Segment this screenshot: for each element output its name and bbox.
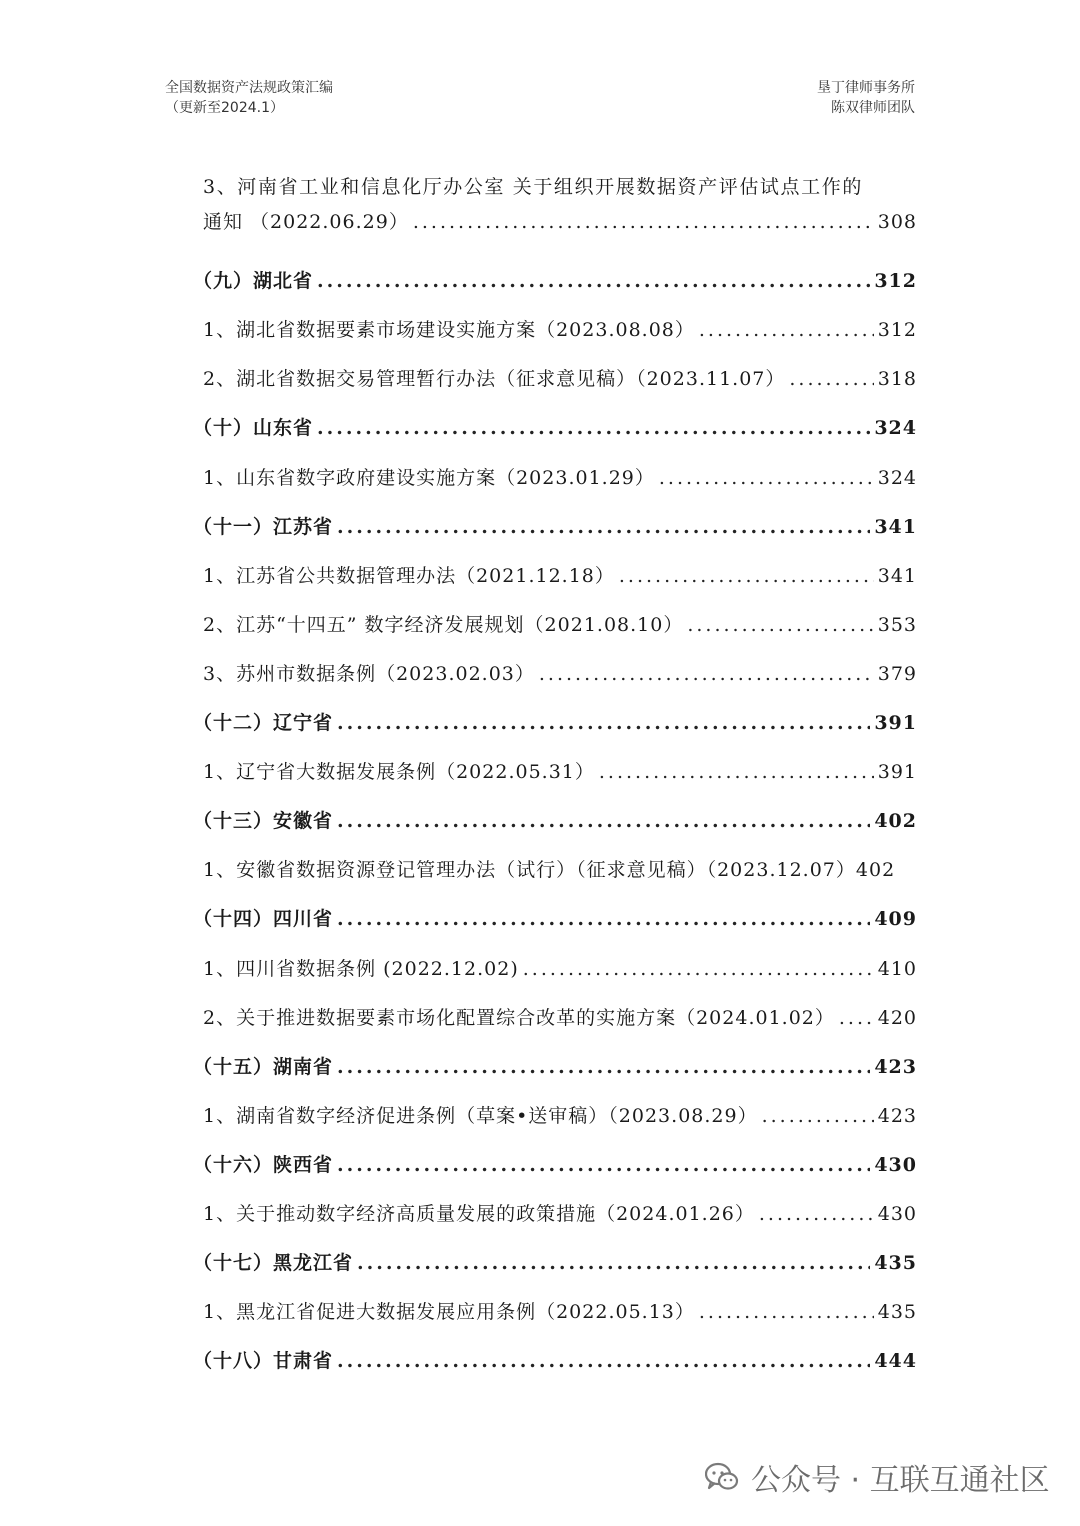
- toc-section-title: （十七）黑龙江省: [193, 1252, 354, 1275]
- toc-entry-title: 2、湖北省数据交易管理暂行办法（征求意见稿）（2023.11.07）: [203, 368, 786, 391]
- toc-entry-row[interactable]: [193, 610, 917, 659]
- toc-entry-title: 2、江苏“十四五” 数字经济发展规划（2021.08.10）: [203, 613, 684, 636]
- toc-entry-title: 1、湖南省数字经济促进条例（草案•送审稿）（2023.08.29）: [203, 1104, 758, 1127]
- document-title: 全国数据资产法规政策汇编: [165, 80, 333, 96]
- toc-page-number: 379: [877, 662, 917, 685]
- toc-section-row[interactable]: [193, 266, 917, 315]
- toc-section-row[interactable]: [193, 1052, 917, 1101]
- toc-entry-title: 3、苏州市数据条例（2023.02.03）: [203, 662, 535, 685]
- wechat-icon: [705, 1462, 739, 1492]
- toc-page-number: 318: [877, 368, 917, 391]
- dot-leader: [337, 516, 870, 538]
- law-firm-name: 垦丁律师事务所: [817, 80, 915, 96]
- toc-entry-title: 1、关于推动数字经济高质量发展的政策措施（2024.01.26）: [203, 1202, 755, 1225]
- toc-page-number: 423: [874, 1055, 917, 1078]
- dot-leader: [687, 614, 873, 636]
- toc-page-number: 402: [874, 810, 917, 833]
- dot-leader: [539, 663, 874, 685]
- toc-page-number: 324: [874, 417, 917, 440]
- dot-leader: [357, 1252, 870, 1274]
- dot-leader: [317, 417, 870, 439]
- toc-page-number: 435: [874, 1252, 917, 1275]
- toc-section-row[interactable]: [193, 512, 917, 561]
- header-right: [817, 78, 915, 118]
- toc-entry-title: 1、黑龙江省促进大数据发展应用条例（2022.05.13）: [203, 1301, 695, 1324]
- toc-page-number: 430: [874, 1153, 917, 1176]
- dot-leader: [413, 211, 874, 233]
- toc-section-row[interactable]: [193, 1346, 917, 1395]
- dot-leader: [317, 270, 870, 292]
- toc-section-title: （十一）江苏省: [193, 515, 334, 538]
- document-update-date: （更新至2024.1）: [165, 100, 284, 116]
- toc-section-row[interactable]: [193, 1150, 917, 1199]
- toc-section-row[interactable]: [193, 806, 917, 855]
- toc-entry-title: 1、四川省数据条例 (2022.12.02): [203, 957, 519, 980]
- toc-page-number: 324: [877, 466, 917, 489]
- watermark: [705, 1455, 1050, 1499]
- toc-section-row[interactable]: [193, 413, 917, 462]
- toc-page-number: 423: [877, 1104, 917, 1127]
- toc-section-title: （十四）四川省: [193, 908, 334, 931]
- toc-entry-row[interactable]: [193, 1101, 917, 1150]
- dot-leader: [337, 712, 870, 734]
- toc-entry-row[interactable]: [193, 463, 917, 512]
- toc-section-row[interactable]: [193, 708, 917, 757]
- toc-entry-title: 1、山东省数字政府建设实施方案（2023.01.29）: [203, 466, 655, 489]
- dot-leader: [699, 1301, 874, 1323]
- toc-entry-row[interactable]: [193, 757, 917, 806]
- toc-page-number: 444: [874, 1350, 917, 1373]
- toc-section-title: （十六）陕西省: [193, 1153, 334, 1176]
- dot-leader: [337, 908, 870, 930]
- toc-entry-row[interactable]: [193, 1199, 917, 1248]
- page-header: [165, 78, 915, 122]
- dot-leader: [789, 368, 873, 390]
- toc-entry-row[interactable]: [193, 1297, 917, 1346]
- dot-leader: [762, 1105, 874, 1127]
- watermark-text: 公众号 · 互联互通社区: [751, 1463, 1050, 1498]
- toc-section-title: （十八）甘肃省: [193, 1350, 334, 1373]
- toc-page-number: 430: [877, 1202, 917, 1225]
- header-left: [165, 78, 333, 118]
- dot-leader: [619, 565, 874, 587]
- toc-section-title: （九）湖北省: [193, 270, 314, 293]
- team-name: 陈双律师团队: [831, 100, 915, 116]
- toc-page-number: 409: [874, 908, 917, 931]
- toc-section-title: （十）山东省: [193, 417, 314, 440]
- toc-page-number: 402: [855, 859, 896, 882]
- toc-page-number: 410: [877, 957, 917, 980]
- toc-section-title: （十二）辽宁省: [193, 712, 334, 735]
- toc-page-number: 391: [877, 761, 917, 784]
- toc-section-row[interactable]: [193, 1248, 917, 1297]
- dot-leader: [659, 467, 874, 489]
- dot-leader: [839, 1007, 874, 1029]
- dot-leader: [337, 1350, 870, 1372]
- toc-page-number: 341: [877, 564, 917, 587]
- toc-entry-row[interactable]: [193, 659, 917, 708]
- dot-leader: [337, 1154, 870, 1176]
- dot-leader: [337, 1056, 870, 1078]
- toc-page-number: 435: [877, 1301, 917, 1324]
- toc-section-title: （十三）安徽省: [193, 810, 334, 833]
- toc-entry-text-line1: 3、河南省工业和信息化厅办公室 关于组织开展数据资产评估试点工作的: [203, 176, 863, 198]
- toc-entry-row[interactable]: [193, 855, 917, 904]
- toc-entry-row[interactable]: [193, 1003, 917, 1052]
- toc-entry-row[interactable]: [193, 364, 917, 413]
- table-of-contents: [193, 168, 917, 1395]
- toc-entry-title: 1、辽宁省大数据发展条例（2022.05.31）: [203, 761, 595, 784]
- toc-entry-row[interactable]: [193, 315, 917, 364]
- dot-leader: [523, 958, 874, 980]
- toc-page-number: 341: [874, 515, 917, 538]
- toc-page-number: 420: [877, 1006, 917, 1029]
- toc-page-number: 308: [877, 211, 917, 233]
- toc-section-title: （十五）湖南省: [193, 1055, 334, 1078]
- toc-entry-wrapped[interactable]: [193, 168, 917, 266]
- toc-entry-title: 2、关于推进数据要素市场化配置综合改革的实施方案（2024.01.02）: [203, 1006, 835, 1029]
- toc-page-number: 353: [877, 613, 917, 636]
- toc-entry-row[interactable]: [193, 954, 917, 1003]
- toc-section-row[interactable]: [193, 904, 917, 953]
- toc-page-number: 312: [877, 319, 917, 342]
- toc-page-number: 391: [874, 712, 917, 735]
- toc-entry-text-line2: 通知 （2022.06.29）: [203, 211, 409, 233]
- dot-leader: [337, 810, 870, 832]
- dot-leader: [599, 761, 874, 783]
- toc-page-number: 312: [874, 270, 917, 293]
- toc-entry-title: 1、江苏省公共数据管理办法（2021.12.18）: [203, 564, 615, 587]
- dot-leader: [759, 1203, 874, 1225]
- toc-entry-title: 1、湖北省数据要素市场建设实施方案（2023.08.08）: [203, 319, 695, 342]
- toc-entry-title: 1、安徽省数据资源登记管理办法（试行）（征求意见稿）（2023.12.07）: [203, 859, 856, 882]
- dot-leader: [699, 319, 874, 341]
- toc-entry-row[interactable]: [193, 561, 917, 610]
